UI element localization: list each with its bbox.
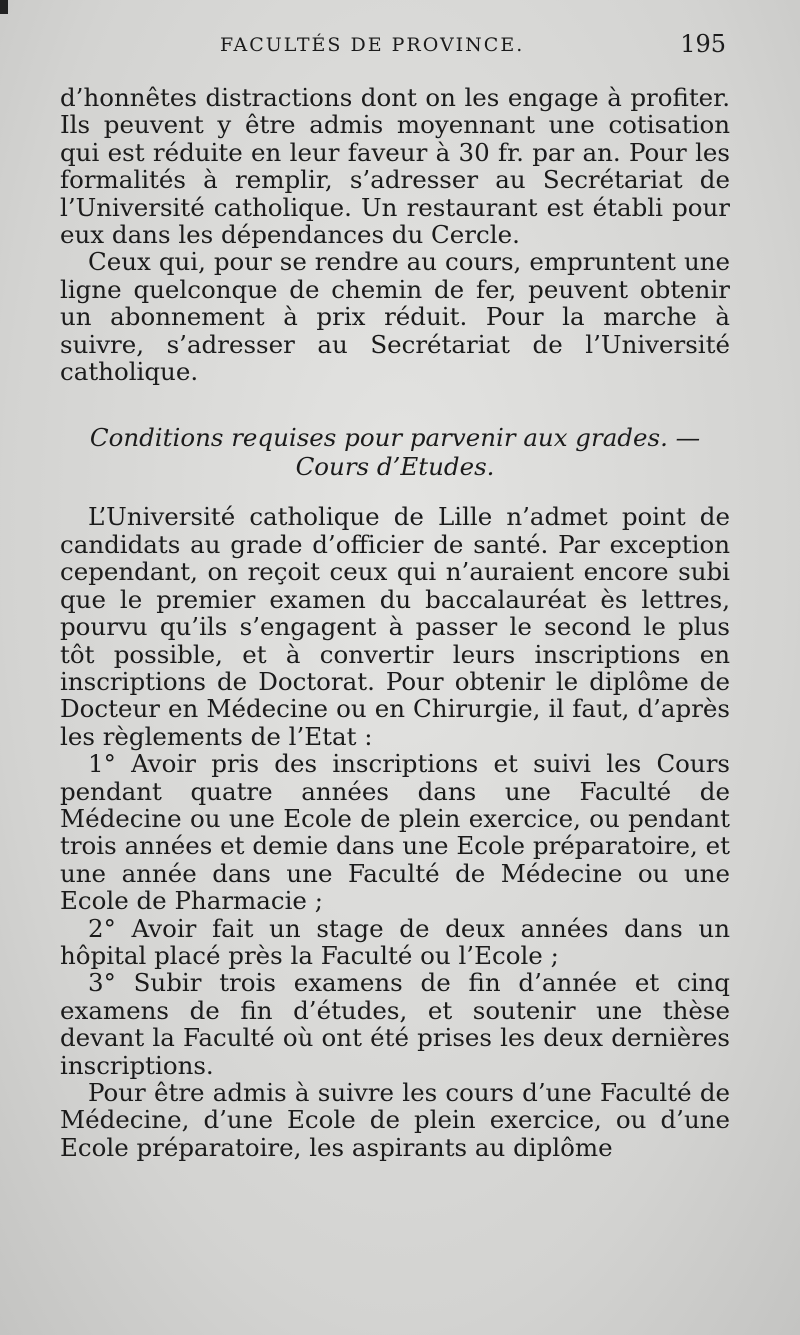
paragraph-continued: d’honnêtes distractions dont on les engage à profiter. Ils peuvent y être admis moyennant une cotisation qui est réduite en leur faveur à 30 fr. par an. Pour les formalités à remplir, s’adresser au Secrétariat de l’Université catholique. Un restaurant est établi pour eux dans les dépendances du Cercle. [60, 83, 730, 250]
section-heading-line2: Cours d’Etudes. [295, 452, 495, 482]
list-item-3: 3° Subir trois examens de fin d’année et cinq examens de fin d’études, et soutenir une thèse devant la Faculté où ont été prises les deux dernières inscriptions. [60, 968, 730, 1080]
scan-corner [0, 0, 8, 14]
page-header [60, 30, 730, 66]
list-item-1: 1° Avoir pris des inscriptions et suivi les Cours pendant quatre années dans une Faculté de Médecine ou une Ecole de plein exercice, ou pendant trois années et demie dans une Ecole préparatoire, et une année dans une Faculté de Médecine ou une Ecole de Pharmacie ; [60, 749, 730, 916]
running-title: FACULTÉS DE PROVINCE. [220, 34, 525, 56]
section-heading [60, 423, 730, 481]
page-number: 195 [680, 30, 726, 58]
section-heading-line1: Conditions requises pour parvenir aux grades. — [89, 423, 701, 453]
page-body [60, 84, 730, 1161]
paragraph-admission: L’Université catholique de Lille n’admet point de candidats au grade d’officier de santé. Par exception cependant, on reçoit ceux qui n’auraient encore subi que le premier examen du baccalauréat ès lettres, pourvu qu’ils s’engagent à passer le second le plus tôt possible, et à convertir leurs inscriptions en inscriptions de Doctorat. Pour obtenir le diplôme de Docteur en Médecine ou en Chirurgie, il faut, d’après les règlements de l’Etat : [60, 502, 730, 751]
list-item-2: 2° Avoir fait un stage de deux années dans un hôpital placé près la Faculté ou l’Ecole ; [60, 913, 730, 970]
paragraph-final: Pour être admis à suivre les cours d’une Faculté de Médecine, d’une Ecole de plein exercice, ou d’une Ecole préparatoire, les aspirants au diplôme [60, 1078, 730, 1162]
paragraph-railway: Ceux qui, pour se rendre au cours, empruntent une ligne quelconque de chemin de fer, peuvent obtenir un abonnement à prix réduit. Pour la marche à suivre, s’adresser au Secrétariat de l’Université catholique. [60, 247, 730, 387]
